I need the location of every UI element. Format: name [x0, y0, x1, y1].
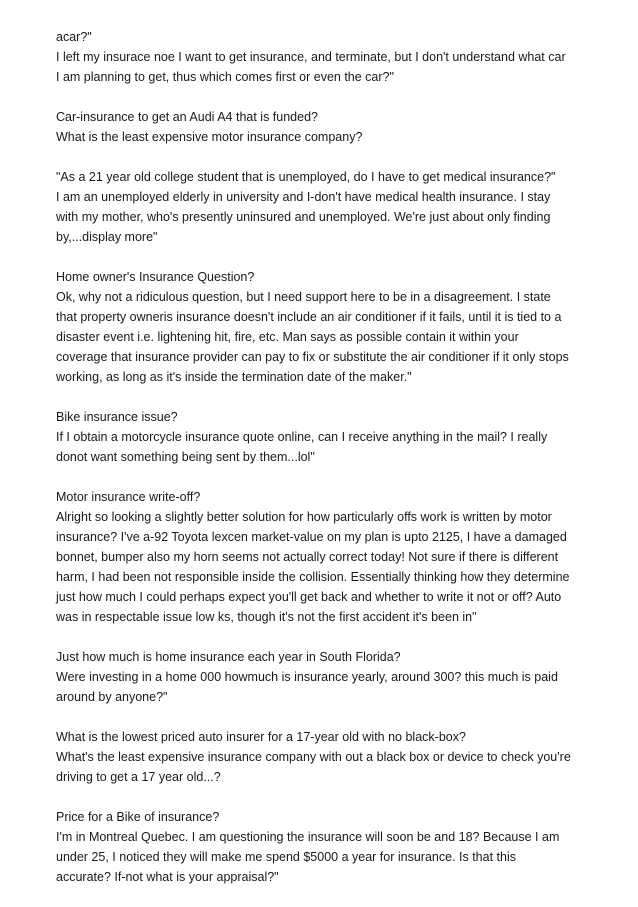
text-line: What's the least expensive insurance company with out a black box or device to check you're	[56, 750, 571, 764]
question-title: "As a 21 year old college student that is unemployed, do I have to get medical insurance?"	[56, 170, 556, 184]
question-title: Motor insurance write-off?	[56, 490, 201, 504]
text-line: with my mother, who's presently uninsured and unemployed. We're just about only finding	[56, 210, 551, 224]
text-block	[56, 647, 596, 707]
text-line: I am planning to get, thus which comes first or even the car?"	[56, 70, 394, 84]
question-title: Home owner's Insurance Question?	[56, 270, 255, 284]
text-line: under 25, I noticed they will make me spend $5000 a year for insurance. Is that this	[56, 850, 516, 864]
text-line: was in respectable issue low ks, though it's not the first accident it's been in"	[56, 610, 477, 624]
text-block	[56, 167, 596, 247]
text-block	[56, 487, 596, 627]
question-title: Bike insurance issue?	[56, 410, 178, 424]
text-line: coverage that insurance provider can pay to fix or substitute the air conditioner if it only stops	[56, 350, 569, 364]
text-block	[56, 267, 596, 387]
text-line: Were investing in a home 000 howmuch is insurance yearly, around 300? this much is paid	[56, 670, 558, 684]
text-line: bonnet, bumper also my horn seems not actually correct today! Not sure if there is different	[56, 550, 559, 564]
text-line: I'm in Montreal Quebec. I am questioning the insurance will soon be and 18? Because I am	[56, 830, 560, 844]
document-page	[56, 27, 596, 907]
text-line: Alright so looking a slightly better solution for how particularly offs work is written by motor	[56, 510, 552, 524]
text-line: just how much I could perhaps expect you'll get back and whether to write it not or off? Auto	[56, 590, 562, 604]
question-title: Just how much is home insurance each year in South Florida?	[56, 650, 401, 664]
text-line: harm, I had been not responsible inside the collision. Essentially thinking how they determine	[56, 570, 570, 584]
question-title: Car-insurance to get an Audi A4 that is funded?	[56, 110, 318, 124]
text-block	[56, 727, 596, 787]
text-line: driving to get a 17 year old...?	[56, 770, 221, 784]
text-block	[56, 407, 596, 467]
question-title: Price for a Bike of insurance?	[56, 810, 220, 824]
text-line: Ok, why not a ridiculous question, but I need support here to be in a disagreement. I state	[56, 290, 551, 304]
text-block	[56, 27, 596, 87]
text-line: If I obtain a motorcycle insurance quote online, can I receive anything in the mail? I really	[56, 430, 548, 444]
text-line: accurate? If-not what is your appraisal?"	[56, 870, 279, 884]
text-line: I am an unemployed elderly in university and I-don't have medical health insurance. I stay	[56, 190, 551, 204]
text-line: What is the least expensive motor insurance company?	[56, 130, 363, 144]
question-title: What is the lowest priced auto insurer for a 17-year old with no black-box?	[56, 730, 466, 744]
text-block	[56, 107, 596, 147]
text-line: acar?"	[56, 30, 92, 44]
text-line: working, as long as it's inside the termination date of the maker."	[56, 370, 412, 384]
text-line: I left my insurace noe I want to get insurance, and terminate, but I don't understand what car	[56, 50, 566, 64]
text-line: that property owneris insurance doesn't include an air conditioner if it fails, until it is tied to a	[56, 310, 562, 324]
text-line: around by anyone?"	[56, 690, 168, 704]
text-block	[56, 807, 596, 887]
text-line: by,...display more"	[56, 230, 158, 244]
text-line: donot want something being sent by them...lol"	[56, 450, 315, 464]
text-line: insurance? I've a-92 Toyota lexcen market-value on my plan is upto 2125, I have a damaged	[56, 530, 567, 544]
text-line: disaster event i.e. lightening hit, fire, etc. Man says as possible contain it within your	[56, 330, 519, 344]
